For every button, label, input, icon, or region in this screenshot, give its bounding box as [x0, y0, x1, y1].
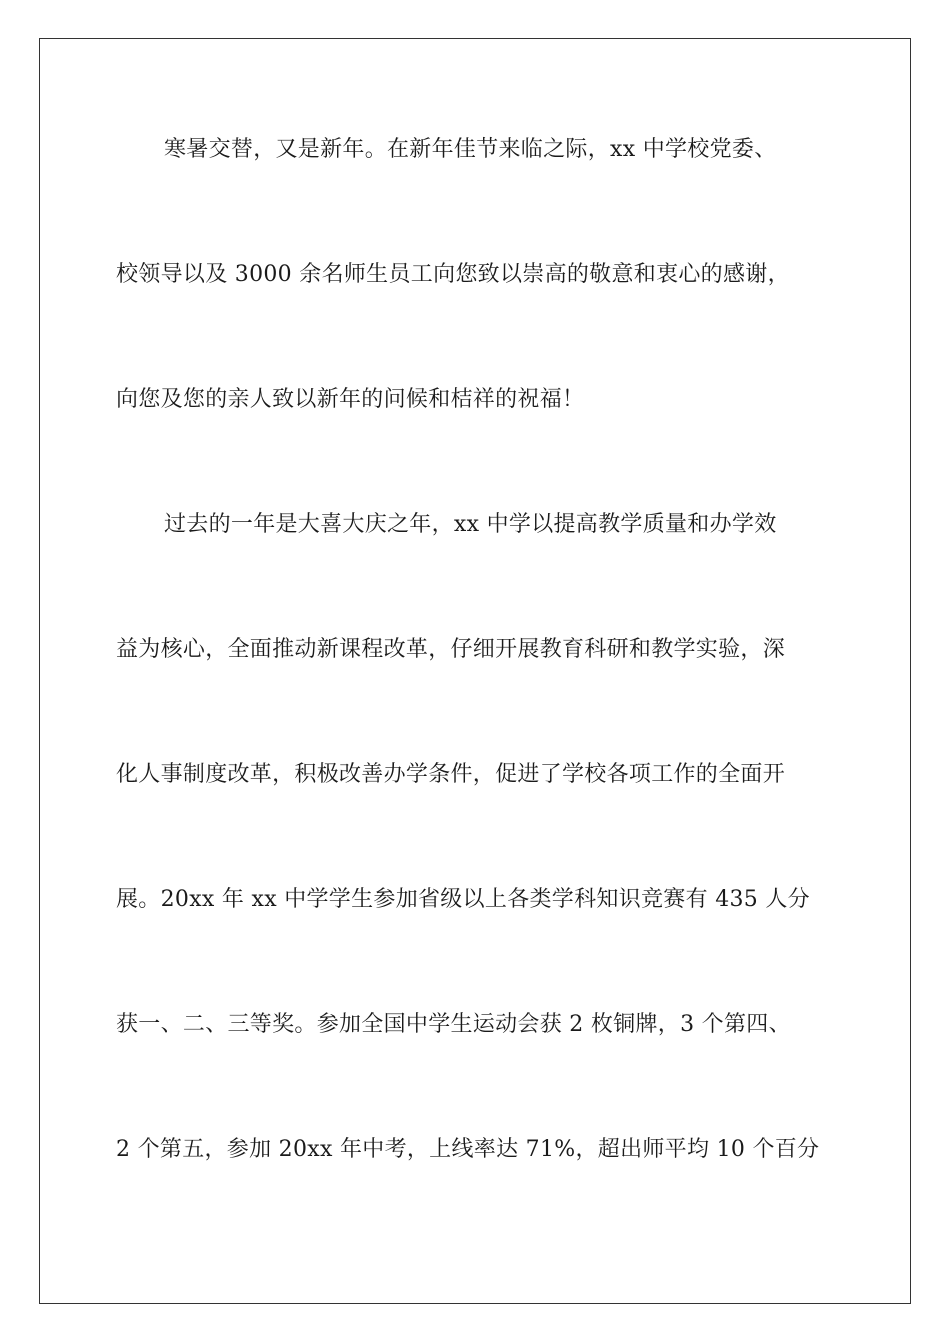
- paragraph-1-line-3: 向您及您的亲人致以新年的问候和桔祥的祝福！: [116, 387, 585, 412]
- paragraph-2-line-6: 2 个第五，参加 20xx 年中考，上线率达 71%，超出师平均 10 个百分: [116, 1137, 820, 1162]
- paragraph-1-line-1: 寒暑交替，又是新年。在新年佳节来临之际，xx 中学校党委、: [164, 137, 777, 162]
- paragraph-1-line-2: 校领导以及 3000 余名师生员工向您致以崇高的敬意和衷心的感谢，: [116, 262, 790, 287]
- page-border: [39, 38, 911, 1304]
- paragraph-2-line-3: 化人事制度改革，积极改善办学条件，促进了学校各项工作的全面开: [116, 762, 786, 787]
- paragraph-2-line-5: 获一、二、三等奖。参加全国中学生运动会获 2 枚铜牌，3 个第四、: [116, 1012, 791, 1037]
- paragraph-2-line-1: 过去的一年是大喜大庆之年，xx 中学以提高教学质量和办学效: [164, 512, 777, 537]
- paragraph-2-line-4: 展。20xx 年 xx 中学学生参加省级以上各类学科知识竞赛有 435 人分: [116, 887, 810, 912]
- paragraph-2-line-2: 益为核心，全面推动新课程改革，仔细开展教育科研和教学实验，深: [116, 637, 786, 662]
